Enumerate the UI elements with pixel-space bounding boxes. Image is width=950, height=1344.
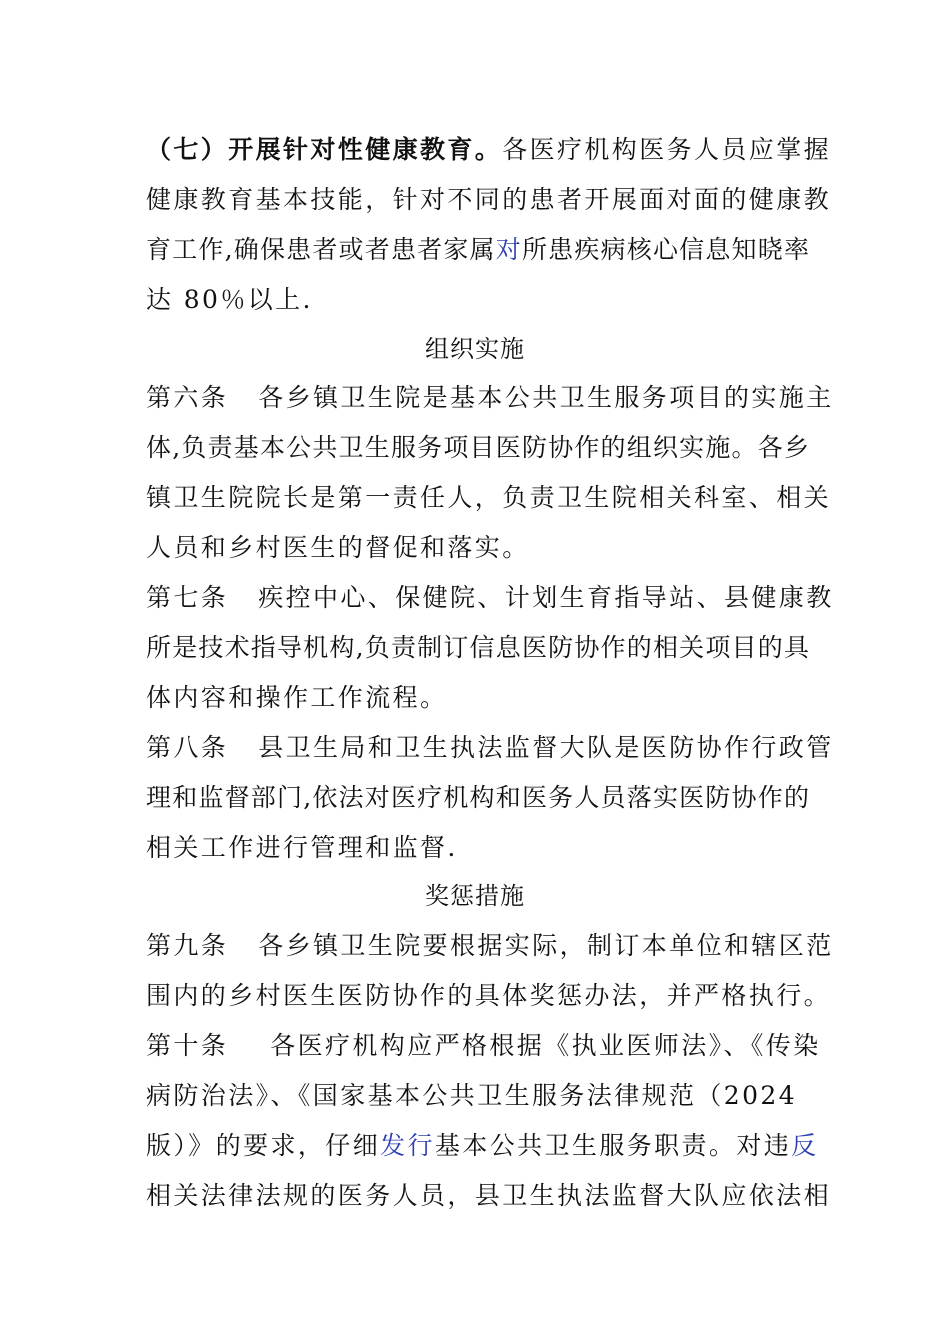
article-10-line-2: 病防治法》、《国家基本公共卫生服务法律规范（2024 — [146, 1081, 798, 1110]
section-heading-rewards: 奖惩措施 — [425, 882, 525, 910]
article-9-text: 各乡镇卫生院要根据实际，制订本单位和辖区范 — [258, 931, 834, 960]
article-7-label: 第七条 — [146, 583, 229, 612]
article-8-line-2: 理和监督部门,依法对医疗机构和医务人员落实医防协作的 — [146, 783, 811, 812]
sec7-line-2: 健康教育基本技能，针对不同的患者开展面对面的健康教 — [146, 185, 832, 214]
sec7-text: 所患疾病核心信息知晓率 — [521, 235, 811, 264]
article-9-line-2: 围内的乡村医生医防协作的具体奖惩办法，并严格执行。 — [146, 981, 832, 1010]
article-8-line-1 — [146, 732, 834, 764]
hyperlink-text[interactable]: 发行 — [380, 1131, 435, 1160]
article-6-line-3: 镇卫生院院长是第一责任人，负责卫生院相关科室、相关 — [146, 483, 832, 512]
article-10-text: 各医疗机构应严格根据《执业医师法》、《传染 — [270, 1031, 821, 1060]
article-10-text: 基本公共卫生服务职责。对违 — [434, 1131, 792, 1160]
article-8-label: 第八条 — [146, 733, 229, 762]
sec7-text: 各医疗机构医务人员应掌握 — [502, 135, 832, 164]
article-9-label: 第九条 — [146, 931, 229, 960]
article-6-line-2: 体,负责基本公共卫生服务项目医防协作的组织实施。各乡 — [146, 433, 811, 462]
sec7-line-3 — [146, 234, 811, 266]
article-7-line-1 — [146, 582, 834, 614]
article-7-line-2: 所是技术指导机构,负责制订信息医防协作的相关项目的具 — [146, 633, 811, 662]
article-7-line-3: 体内容和操作工作流程。 — [146, 683, 448, 712]
article-10-label: 第十条 — [146, 1031, 229, 1060]
article-8-text: 县卫生局和卫生执法监督大队是医防协作行政管 — [258, 733, 834, 762]
article-9-line-1 — [146, 930, 834, 962]
article-10-line-1 — [146, 1030, 821, 1062]
article-6-line-4: 人员和乡村医生的督促和落实。 — [146, 533, 530, 562]
sec7-text: 育工作,确保患者或者患者家属 — [146, 235, 496, 264]
hyperlink-text[interactable]: 对 — [495, 235, 522, 264]
article-6-line-1 — [146, 382, 834, 414]
article-10-line-4: 相关法律法规的医务人员，县卫生执法监督大队应依法相 — [146, 1181, 832, 1210]
article-6-label: 第六条 — [146, 383, 229, 412]
article-6-text: 各乡镇卫生院是基本公共卫生服务项目的实施主 — [258, 383, 834, 412]
sec7-line-1 — [146, 134, 832, 166]
sec7-line-4: 达 80％以上. — [146, 285, 313, 314]
article-7-text: 疾控中心、保健院、计划生育指导站、县健康教 — [258, 583, 834, 612]
section-heading-organization: 组织实施 — [425, 335, 525, 363]
article-10-line-3 — [146, 1130, 819, 1162]
article-10-text: 版）》的要求，仔细 — [146, 1131, 381, 1160]
hyperlink-text[interactable]: 反 — [791, 1131, 819, 1160]
sec7-title: （七）开展针对性健康教育。 — [146, 135, 503, 164]
article-8-line-3: 相关工作进行管理和监督. — [146, 833, 458, 862]
